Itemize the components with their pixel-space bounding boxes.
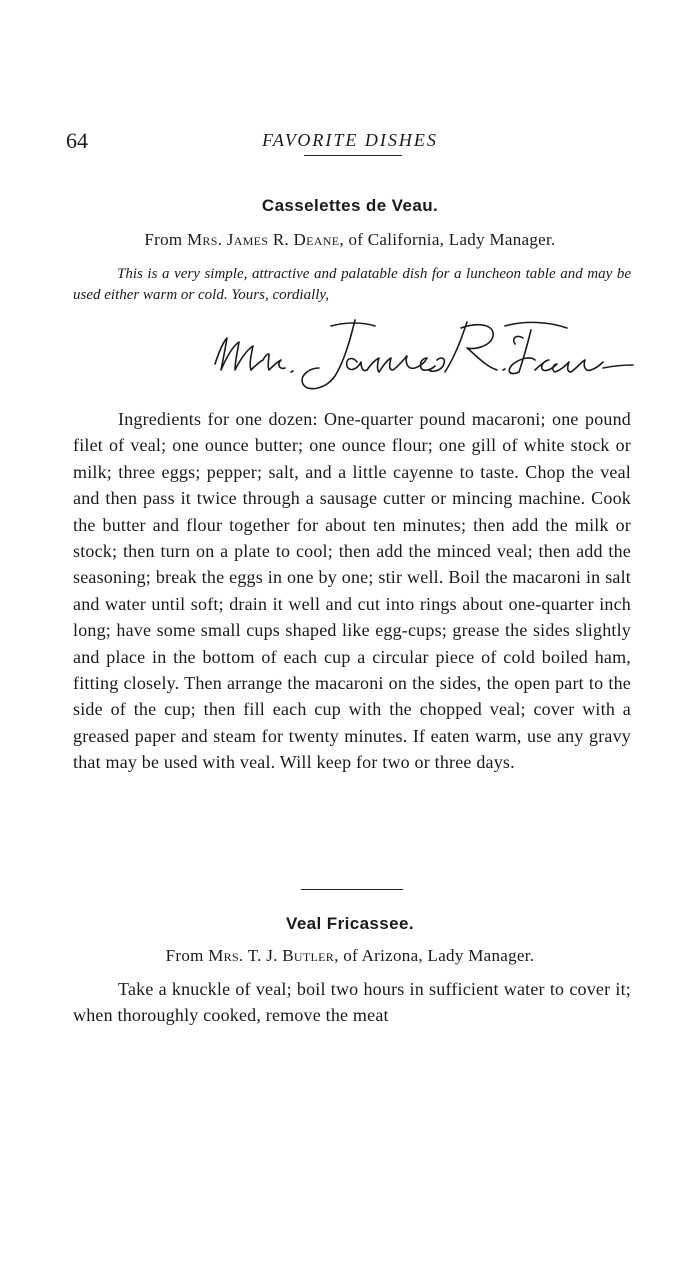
recipe-attribution — [0, 230, 700, 250]
recipe-body: Take a knuckle of veal; boil two hours in sufficient water to cover it; when thoroughly cooked, remove the meat — [73, 979, 631, 1026]
attribution-prefix: From — [144, 230, 183, 249]
recipe-body: Ingredients for one dozen: One-quarter pound macaroni; one pound filet of veal; one ounce butter; one ounce flour; one gill of white stock or milk; three eggs; pepper; salt, and a little cayenne to taste. Chop the veal and then pass it twice through a sausage cutter or mincing machine. Cook the butter and flour together for about ten minutes; then add the milk or stock; then turn on a plate to cool; then add the minced veal; then add the seasoning; break the eggs in one by one; stir well. Boil the macaroni in salt and water until soft; drain it well and cut into rings about one-quarter inch long; have some small cups shaped like egg-cups; grease the sides slightly and place in the bottom of each cup a circular piece of cold boiled ham, fitting closely. Then arrange the macaroni on the sides, the open part to the side of the cup; then fill each cup with the chopped veal; cover with a greased paper and steam for twenty minutes. If eaten warm, use any gravy that may be used with veal. Will keep for two or three days. — [73, 409, 631, 773]
running-title: FAVORITE DISHES — [262, 130, 438, 150]
attribution-name: Mrs. James R. Deane, — [187, 230, 344, 249]
recipe-title: Casselettes de Veau. — [261, 196, 439, 215]
header-rule — [304, 155, 402, 156]
handwritten-signature — [205, 316, 635, 396]
section-divider — [301, 889, 403, 890]
attribution-prefix: From — [165, 946, 204, 965]
attribution-name: Mrs. T. J. Butler, — [208, 946, 339, 965]
attribution-suffix: of California, Lady Manager. — [348, 230, 556, 249]
page-number: 64 — [66, 128, 88, 153]
recipe-title: Veal Fricassee. — [286, 914, 414, 933]
recipe-attribution — [0, 946, 700, 966]
attribution-suffix: of Arizona, Lady Manager. — [343, 946, 535, 965]
recipe-note: This is a very simple, attractive and palatable dish for a luncheon table and may be used either warm or cold. Yours, cordially, — [73, 266, 631, 303]
